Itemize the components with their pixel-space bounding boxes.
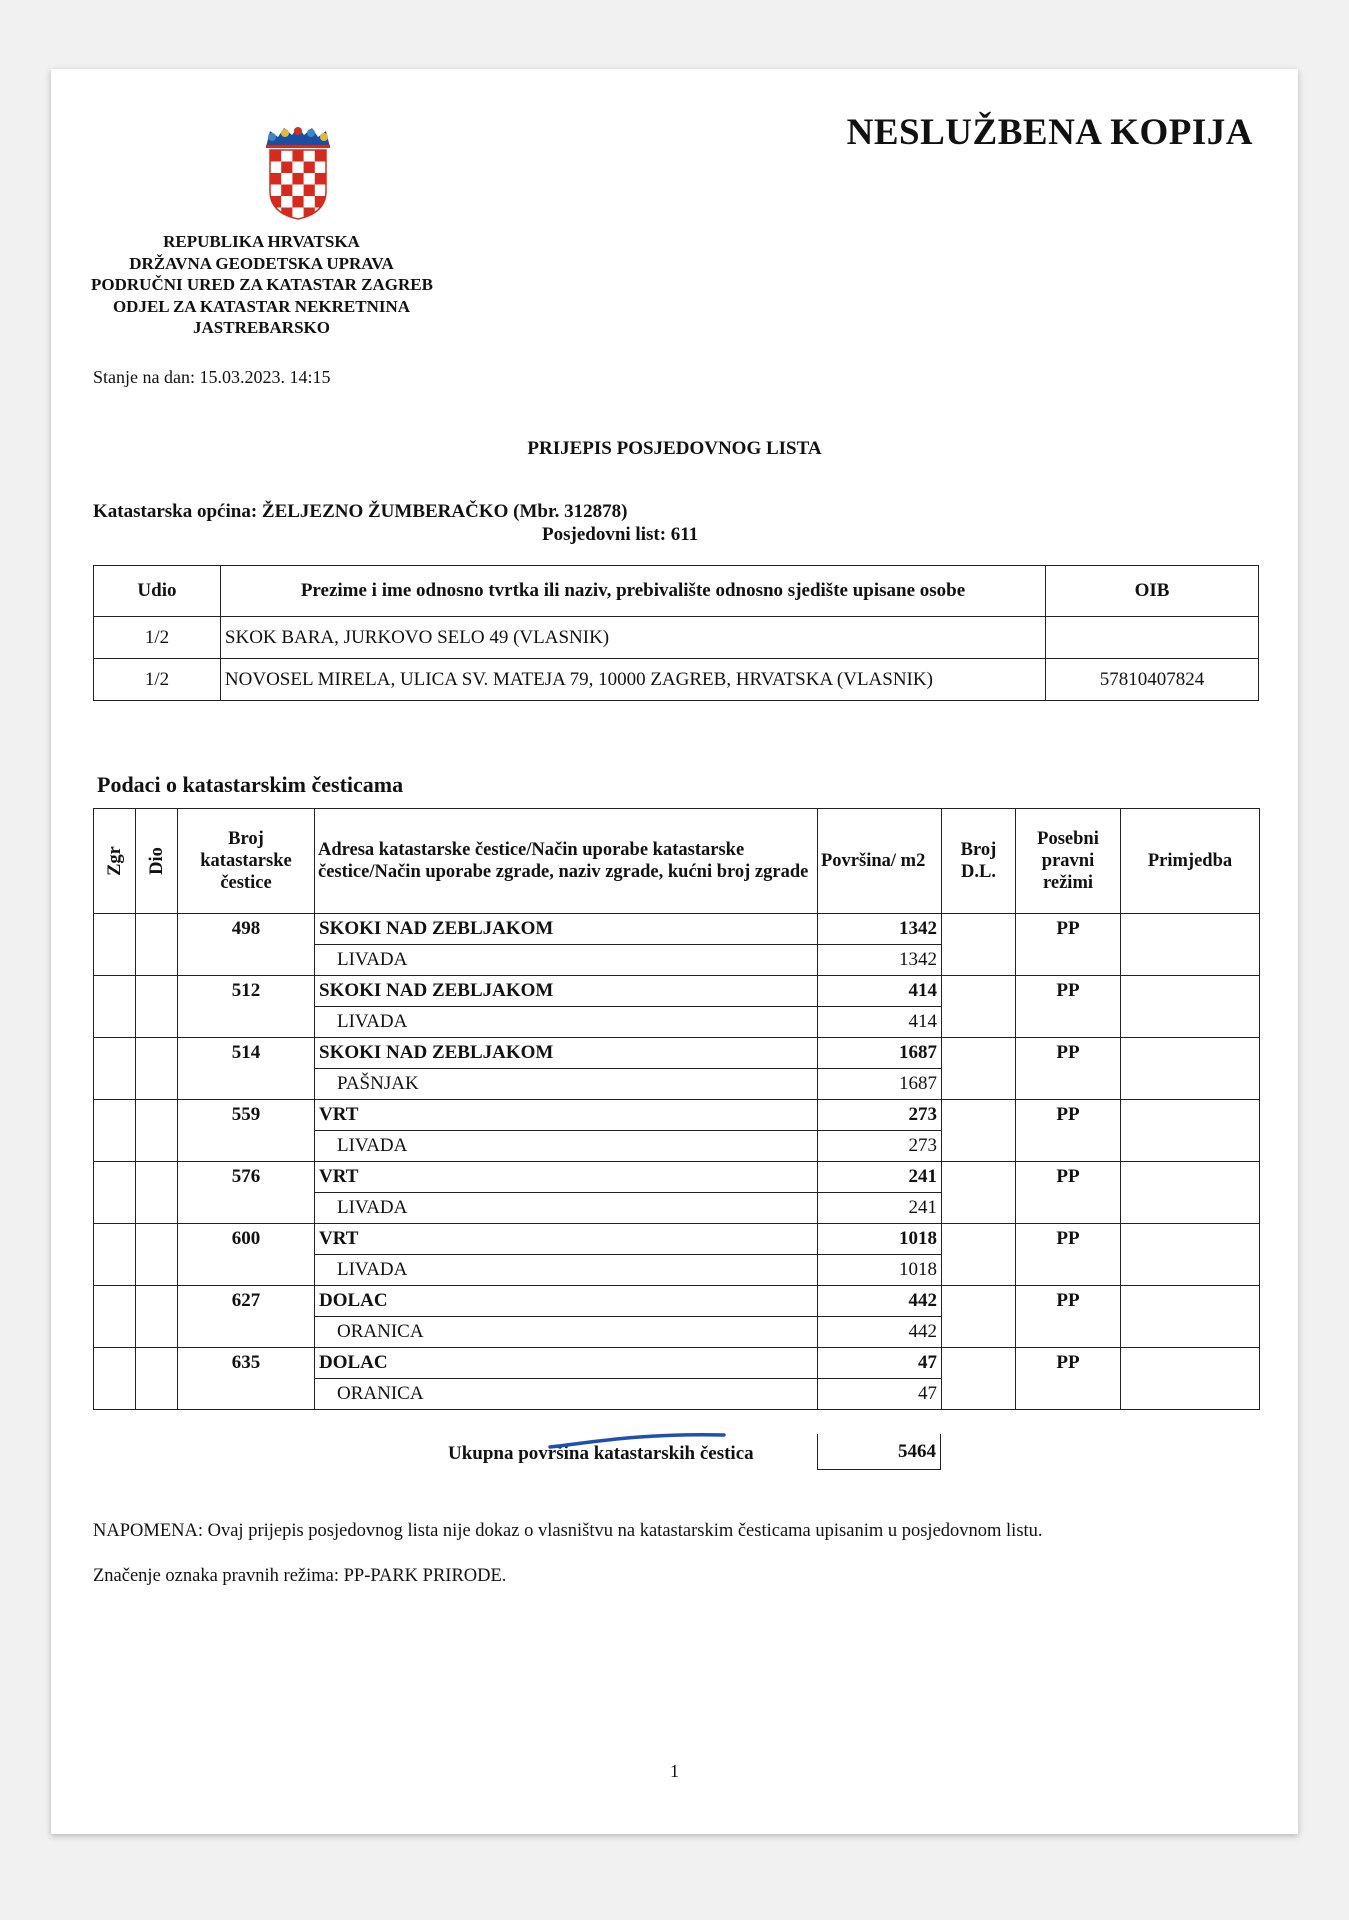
owner-row — [94, 617, 1259, 659]
owner-oib — [1046, 617, 1259, 659]
parcel-number: 576 — [178, 1162, 315, 1224]
parcel-usage: ORANICA — [315, 1317, 818, 1348]
parcel-row — [94, 1286, 1260, 1317]
parcel-dio-cell — [136, 914, 178, 976]
parcel-usage: ORANICA — [315, 1379, 818, 1410]
parcel-zgr-cell — [94, 914, 136, 976]
parcels-header-address: Adresa katastarske čestice/Način uporabe katastarske čestice/Način uporabe zgrade, naziv zgrade, kućni broj zgrade — [315, 809, 818, 914]
parcel-legal-regime: PP — [1016, 1162, 1121, 1224]
parcels-header-area: Površina/ m2 — [818, 809, 942, 914]
parcel-dl-number — [942, 1162, 1016, 1224]
parcel-area: 47 — [818, 1348, 942, 1379]
parcel-dl-number — [942, 1286, 1016, 1348]
office-line-republic: REPUBLIKA HRVATSKA — [163, 232, 360, 251]
parcel-number: 512 — [178, 976, 315, 1038]
parcel-row — [94, 914, 1260, 945]
parcels-header-zgr: Zgr — [94, 809, 136, 914]
parcel-zgr-cell — [94, 1100, 136, 1162]
parcel-area: 414 — [818, 976, 942, 1007]
possession-sheet-number: Posjedovni list: 611 — [542, 524, 699, 545]
parcel-usage-area: 1342 — [818, 945, 942, 976]
total-area-value: 5464 — [817, 1434, 941, 1470]
page-number: 1 — [670, 1761, 679, 1781]
parcel-usage-area: 47 — [818, 1379, 942, 1410]
parcel-dl-number — [942, 1224, 1016, 1286]
parcels-table — [93, 808, 1260, 1410]
parcel-usage-area: 442 — [818, 1317, 942, 1348]
parcel-remark — [1121, 914, 1260, 976]
parcel-legal-regime: PP — [1016, 1286, 1121, 1348]
parcel-area: 1342 — [818, 914, 942, 945]
status-date: Stanje na dan: 15.03.2023. 14:15 — [93, 367, 331, 387]
parcel-dl-number — [942, 976, 1016, 1038]
parcel-address: SKOKI NAD ZEBLJAKOM — [315, 976, 818, 1007]
legal-regime-legend: Značenje oznaka pravnih režima: PP-PARK PRIRODE. — [93, 1566, 507, 1586]
parcel-row — [94, 1100, 1260, 1131]
unofficial-copy-watermark: NESLUŽBENA KOPIJA — [846, 112, 1253, 153]
parcel-usage: LIVADA — [315, 1193, 818, 1224]
parcels-header-row — [94, 809, 1260, 914]
parcel-remark — [1121, 1038, 1260, 1100]
parcel-area: 1687 — [818, 1038, 942, 1069]
owner-share: 1/2 — [94, 617, 221, 659]
parcel-area: 273 — [818, 1100, 942, 1131]
croatian-coat-of-arms-icon — [262, 125, 334, 221]
parcel-address: DOLAC — [315, 1286, 818, 1317]
owners-header-name: Prezime i ime odnosno tvrtka ili naziv, prebivalište odnosno sjedište upisane osobe — [220, 566, 1045, 617]
parcel-dio-cell — [136, 976, 178, 1038]
parcel-usage: LIVADA — [315, 1131, 818, 1162]
total-area-label: Ukupna površina katastarskih čestica — [448, 1443, 754, 1464]
parcel-usage: LIVADA — [315, 1255, 818, 1286]
parcel-usage-area: 1687 — [818, 1069, 942, 1100]
parcel-remark — [1121, 976, 1260, 1038]
parcel-dl-number — [942, 1348, 1016, 1410]
office-line-department: ODJEL ZA KATASTAR NEKRETNINA — [112, 296, 411, 316]
parcel-number: 498 — [178, 914, 315, 976]
parcel-dl-number — [942, 914, 1016, 976]
parcel-dl-number — [942, 1100, 1016, 1162]
parcel-dio-cell — [136, 1038, 178, 1100]
owners-header-share: Udio — [94, 566, 221, 617]
document-page — [51, 69, 1298, 1834]
parcel-legal-regime: PP — [1016, 914, 1121, 976]
note-text: NAPOMENA: Ovaj prijepis posjedovnog lista nije dokaz o vlasništvu na katastarskim česticama upisanim u posjedovnom listu. — [93, 1521, 1043, 1541]
parcels-section-heading: Podaci o katastarskim česticama — [97, 772, 404, 797]
parcel-address: SKOKI NAD ZEBLJAKOM — [315, 914, 818, 945]
parcels-header-remark: Primjedba — [1121, 809, 1260, 914]
parcel-number: 635 — [178, 1348, 315, 1410]
coat-shield — [270, 150, 326, 219]
parcel-address: SKOKI NAD ZEBLJAKOM — [315, 1038, 818, 1069]
parcel-dio-cell — [136, 1224, 178, 1286]
owner-name: NOVOSEL MIRELA, ULICA SV. MATEJA 79, 10000 ZAGREB, HRVATSKA (VLASNIK) — [220, 659, 1045, 701]
parcel-legal-regime: PP — [1016, 1100, 1121, 1162]
parcel-legal-regime: PP — [1016, 976, 1121, 1038]
parcel-address: VRT — [315, 1224, 818, 1255]
issuing-office-block — [91, 231, 432, 339]
parcel-dio-cell — [136, 1286, 178, 1348]
parcel-row — [94, 1038, 1260, 1069]
parcel-legal-regime: PP — [1016, 1348, 1121, 1410]
owners-table — [93, 565, 1259, 701]
office-line-city: JASTREBARSKO — [193, 318, 330, 337]
parcel-number: 600 — [178, 1224, 315, 1286]
parcel-usage: LIVADA — [315, 1007, 818, 1038]
parcel-row — [94, 1348, 1260, 1379]
parcel-remark — [1121, 1348, 1260, 1410]
parcels-header-number: Broj katastarske čestice — [178, 809, 315, 914]
parcel-zgr-cell — [94, 1286, 136, 1348]
parcels-header-dl-number: Broj D.L. — [942, 809, 1016, 914]
parcel-remark — [1121, 1286, 1260, 1348]
parcel-row — [94, 1224, 1260, 1255]
owner-share: 1/2 — [94, 659, 221, 701]
parcels-header-dio: Dio — [136, 809, 178, 914]
parcel-zgr-cell — [94, 1224, 136, 1286]
office-line-agency: DRŽAVNA GEODETSKA UPRAVA — [129, 253, 394, 273]
parcel-row — [94, 1162, 1260, 1193]
document-title: PRIJEPIS POSJEDOVNOG LISTA — [527, 438, 822, 459]
owner-row — [94, 659, 1259, 701]
pen-mark-icon — [548, 1427, 728, 1451]
parcel-remark — [1121, 1100, 1260, 1162]
parcel-dl-number — [942, 1038, 1016, 1100]
parcel-legal-regime: PP — [1016, 1038, 1121, 1100]
parcel-dio-cell — [136, 1100, 178, 1162]
office-line-regional-office: PODRUČNI URED ZA KATASTAR ZAGREB — [91, 275, 433, 294]
parcel-address: VRT — [315, 1100, 818, 1131]
owner-oib: 57810407824 — [1046, 659, 1259, 701]
parcel-area: 1018 — [818, 1224, 942, 1255]
parcel-zgr-cell — [94, 976, 136, 1038]
parcel-zgr-cell — [94, 1348, 136, 1410]
parcel-area: 241 — [818, 1162, 942, 1193]
parcel-usage: LIVADA — [315, 945, 818, 976]
parcel-usage-area: 414 — [818, 1007, 942, 1038]
parcel-number: 514 — [178, 1038, 315, 1100]
parcel-zgr-cell — [94, 1162, 136, 1224]
parcels-body — [94, 914, 1260, 1410]
parcel-usage-area: 273 — [818, 1131, 942, 1162]
owners-header-row — [94, 566, 1259, 617]
parcel-usage: PAŠNJAK — [315, 1069, 818, 1100]
parcel-area: 442 — [818, 1286, 942, 1317]
parcel-row — [94, 976, 1260, 1007]
parcel-number: 627 — [178, 1286, 315, 1348]
cadastral-municipality: Katastarska općina: ŽELJEZNO ŽUMBERAČKO (Mbr. 312878) — [93, 501, 628, 522]
parcel-dio-cell — [136, 1162, 178, 1224]
parcel-dio-cell — [136, 1348, 178, 1410]
parcels-header-legal-regimes: Posebni pravni režimi — [1016, 809, 1121, 914]
owners-header-oib: OIB — [1046, 566, 1259, 617]
parcel-remark — [1121, 1224, 1260, 1286]
parcel-legal-regime: PP — [1016, 1224, 1121, 1286]
parcel-remark — [1121, 1162, 1260, 1224]
parcel-usage-area: 1018 — [818, 1255, 942, 1286]
parcel-number: 559 — [178, 1100, 315, 1162]
coat-crown — [266, 127, 330, 148]
parcel-address: VRT — [315, 1162, 818, 1193]
parcel-zgr-cell — [94, 1038, 136, 1100]
parcel-usage-area: 241 — [818, 1193, 942, 1224]
parcel-address: DOLAC — [315, 1348, 818, 1379]
owner-name: SKOK BARA, JURKOVO SELO 49 (VLASNIK) — [220, 617, 1045, 659]
